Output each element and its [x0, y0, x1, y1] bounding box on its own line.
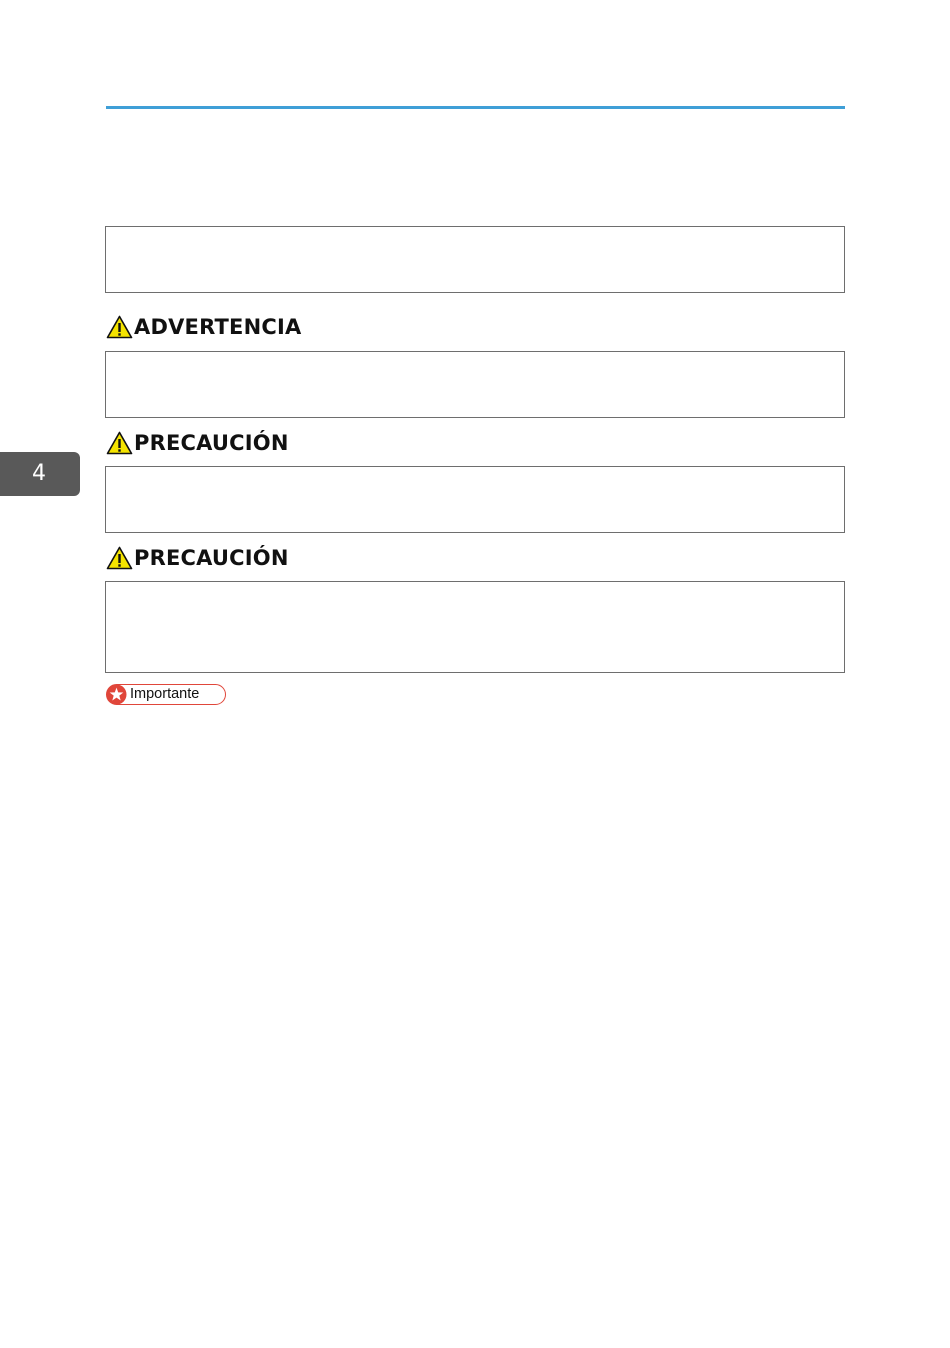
warning-triangle-icon	[106, 431, 133, 455]
caution-box	[105, 581, 845, 673]
warning-box	[105, 351, 845, 418]
note-box	[105, 226, 845, 293]
warning-triangle-icon	[106, 315, 133, 339]
chapter-number: 4	[32, 461, 46, 486]
chapter-tab	[0, 452, 80, 496]
warning-heading	[106, 314, 301, 340]
important-badge	[106, 684, 226, 705]
caution-label: PRECAUCIÓN	[134, 431, 289, 455]
caution-label: PRECAUCIÓN	[134, 546, 289, 570]
header-rule	[106, 106, 845, 109]
warning-label: ADVERTENCIA	[134, 315, 302, 339]
caution-heading	[106, 545, 289, 571]
important-label: Importante	[130, 686, 200, 702]
caution-box	[105, 466, 845, 533]
caution-heading	[106, 430, 289, 456]
star-icon	[106, 684, 127, 705]
warning-triangle-icon	[106, 546, 133, 570]
